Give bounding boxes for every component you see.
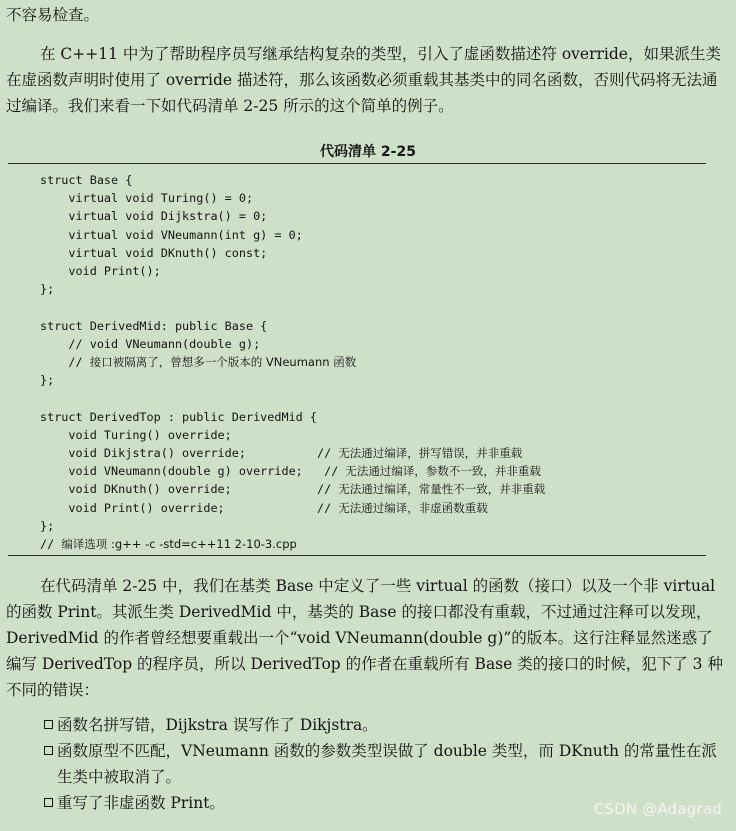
code-line — [40, 226, 545, 244]
code-line — [40, 408, 545, 426]
code-text: virtual void DKnuth() const; — [40, 245, 268, 260]
code-line — [40, 535, 545, 553]
code-line — [40, 426, 545, 444]
code-text: struct DerivedTop : public DerivedMid { — [40, 409, 317, 424]
code-comment: 无法通过编译，非虚函数重载 — [338, 500, 488, 515]
checkbox-bullet-icon — [44, 746, 53, 755]
code-text: }; — [40, 373, 55, 388]
code-line — [40, 298, 545, 316]
code-comment: 接口被隔离了，曾想多一个版本的 VNeumann 函数 — [89, 355, 357, 370]
code-text: struct Base { — [40, 173, 133, 187]
code-line — [40, 499, 545, 517]
code-line — [40, 517, 545, 535]
code-line — [40, 462, 545, 480]
listing-title: 代码清单 2-25 — [320, 144, 416, 160]
checkbox-bullet-icon — [44, 720, 53, 729]
code-line — [40, 444, 545, 462]
code-line — [40, 280, 545, 298]
code-text: void DKnuth() override; // — [40, 482, 339, 497]
code-text: }; — [40, 282, 55, 297]
code-line — [40, 244, 545, 262]
list-item: 重写了非虚函数 Print。 — [44, 790, 724, 816]
code-text — [40, 391, 47, 405]
watermark: CSDN @Adagrad — [593, 800, 722, 818]
code-text: virtual void VNeumann(int g) = 0; — [40, 227, 303, 242]
code-line — [40, 189, 545, 207]
code-comment: 无法通过编译，拼写错误，并非重载 — [338, 446, 523, 461]
code-line — [40, 262, 545, 280]
code-line — [40, 317, 545, 335]
code-text: // — [40, 355, 90, 370]
code-line — [40, 353, 545, 371]
listing-bottom-rule — [8, 555, 706, 556]
code-line — [40, 480, 545, 498]
code-text: struct DerivedMid: public Base { — [40, 318, 268, 333]
code-text: void Turing() override; — [40, 427, 232, 442]
code-text: virtual void Turing() = 0; — [40, 191, 254, 206]
code-text: }; — [40, 518, 55, 533]
code-line — [40, 207, 545, 225]
code-text: void Print(); — [40, 264, 161, 279]
list-item: 函数名拼写错，Dijkstra 误写作了 Dikjstra。 — [44, 712, 724, 738]
intro-tail: 不容易检查。 — [6, 6, 100, 24]
code-text: void Print() override; // — [40, 500, 339, 515]
code-text: virtual void Dijkstra() = 0; — [40, 209, 268, 224]
listing-top-rule — [8, 163, 706, 164]
code-comment: 无法通过编译，参数不一致，并非重载 — [345, 464, 541, 479]
code-line — [40, 335, 545, 353]
code-text: void VNeumann(double g) override; // — [40, 464, 346, 479]
code-text: // void VNeumann(double g); — [40, 336, 261, 351]
code-block — [40, 171, 545, 553]
paragraph-explanation: 在代码清单 2-25 中，我们在基类 Base 中定义了一些 virtual 的函数（接口）以及一个非 virtual 的函数 Print。其派生类 DerivedMid 中，基类的 Base 的接口都没有重载，不过通过注释可以发现，DerivedMid 的作者曾经想要重载出一个“void VNeumann(double g)”的版本。这行注释显然迷惑了编写 DerivedTop 的程序员，所以 DerivedTop 的作者在重载所有 Base 类的接口的时候，犯下了 3 种不同的错误： — [6, 577, 723, 699]
code-line — [40, 171, 545, 189]
code-line — [40, 389, 545, 407]
code-text: void Dikjstra() override; // — [40, 446, 339, 461]
code-comment: 无法通过编译，常量性不一致，并非重载 — [338, 482, 546, 497]
code-comment: 编译选项 :g++ -c -std=c++11 2-10-3.cpp — [61, 537, 297, 552]
checkbox-bullet-icon — [44, 798, 53, 807]
paragraph-intro: 在 C++11 中为了帮助程序员写继承结构复杂的类型，引入了虚函数描述符 override，如果派生类在虚函数声明时使用了 override 描述符，那么该函数必须重载其基类中的同名函数，否则代码将无法通过编译。我们来看一下如代码清单 2-25 所示的这个简单的例子。 — [6, 45, 721, 115]
code-line — [40, 371, 545, 389]
list-item: 函数原型不匹配，VNeumann 函数的参数类型误做了 double 类型，而 DKnuth 的常量性在派生类中被取消了。 — [44, 738, 724, 790]
code-text — [40, 300, 47, 314]
code-text: // — [40, 537, 62, 552]
